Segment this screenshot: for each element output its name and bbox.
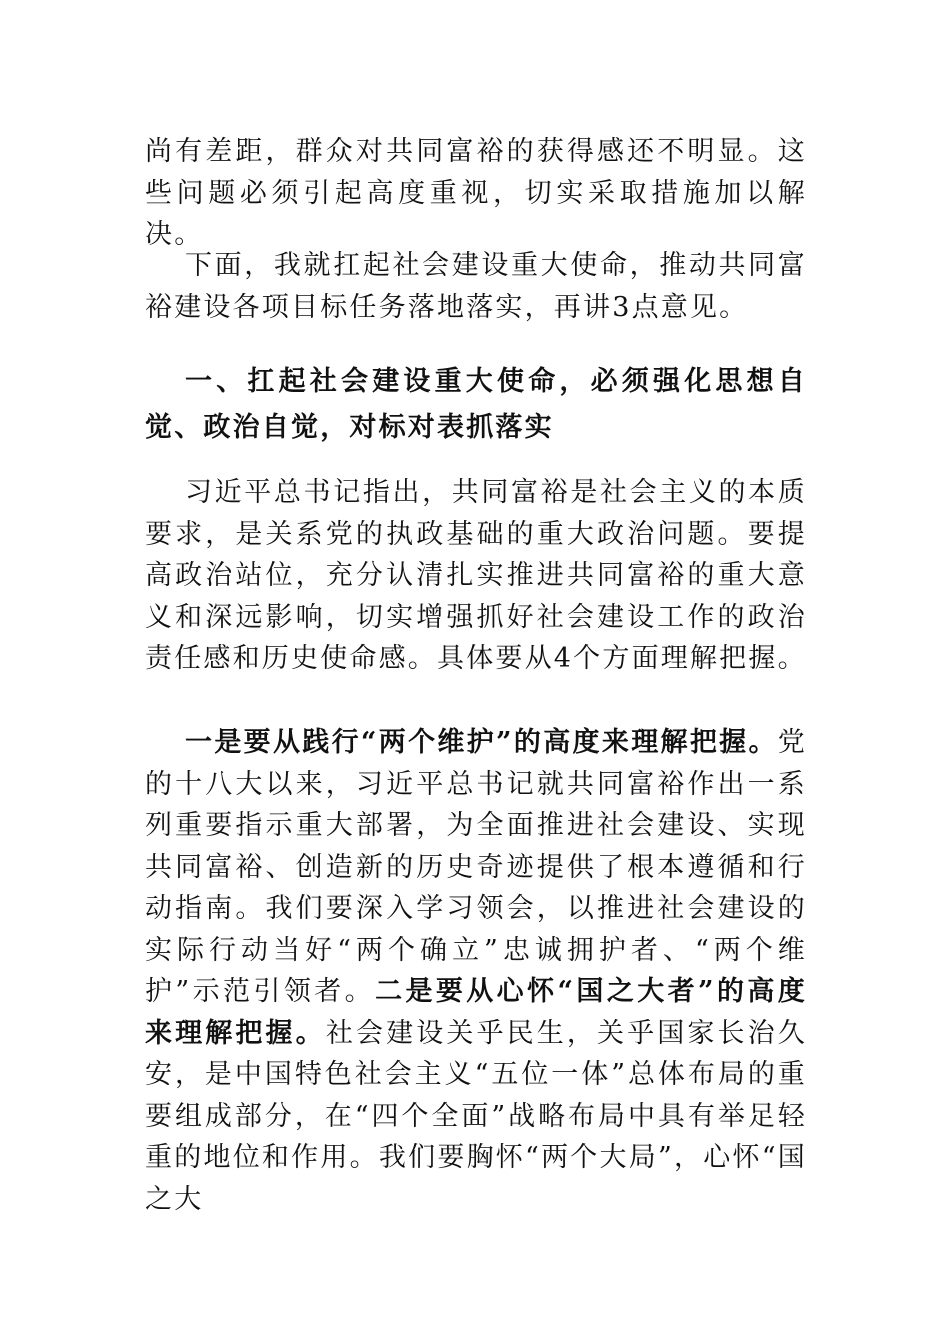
section-heading-1: 一、扛起社会建设重大使命，必须强化思想自觉、政治自觉，对标对表抓落实 (145, 366, 807, 443)
point-2-body: 社会建设关乎民生，关乎国家长治久安，是中国特色社会主义“五位一体”总体布局的重要组成部分，在“四个全面”战略布局中具有举足轻重的地位和作用。我们要胸怀“两个大局”，心怀“国之大 (145, 1017, 808, 1215)
paragraph-continuation: 尚有差距，群众对共同富裕的获得感还不明显。这些问题必须引起高度重视，切实采取措施加以解决。 (145, 136, 807, 250)
point-2-lead: 二是要从心怀“国之大者”的高度来理解把握。 (145, 976, 808, 1049)
paragraph-section-1: 习近平总书记指出，共同富裕是社会主义的本质要求，是关系党的执政基础的重大政治问题。要提高政治站位，充分认清扎实推进共同富裕的重大意义和深远影响，切实增强抓好社会建设工作的政治责任感和历史使命感。具体要从4个方面理解把握。 (145, 477, 807, 674)
point-1-lead: 一是要从践行“两个维护”的高度来理解把握。 (185, 727, 778, 758)
paragraph-points (145, 722, 807, 1220)
paragraph-intro: 下面，我就扛起社会建设重大使命，推动共同富裕建设各项目标任务落地落实，再讲3点意见。 (145, 250, 807, 323)
point-1-body: 党的十八大以来，习近平总书记就共同富裕作出一系列重要指示重大部署，为全面推进社会建设、实现共同富裕、创造新的历史奇迹提供了根本遵循和行动指南。我们要深入学习领会，以推进社会建设的实际行动当好“两个确立”忠诚拥护者、“两个维护”示范引领者。 (145, 727, 807, 1007)
